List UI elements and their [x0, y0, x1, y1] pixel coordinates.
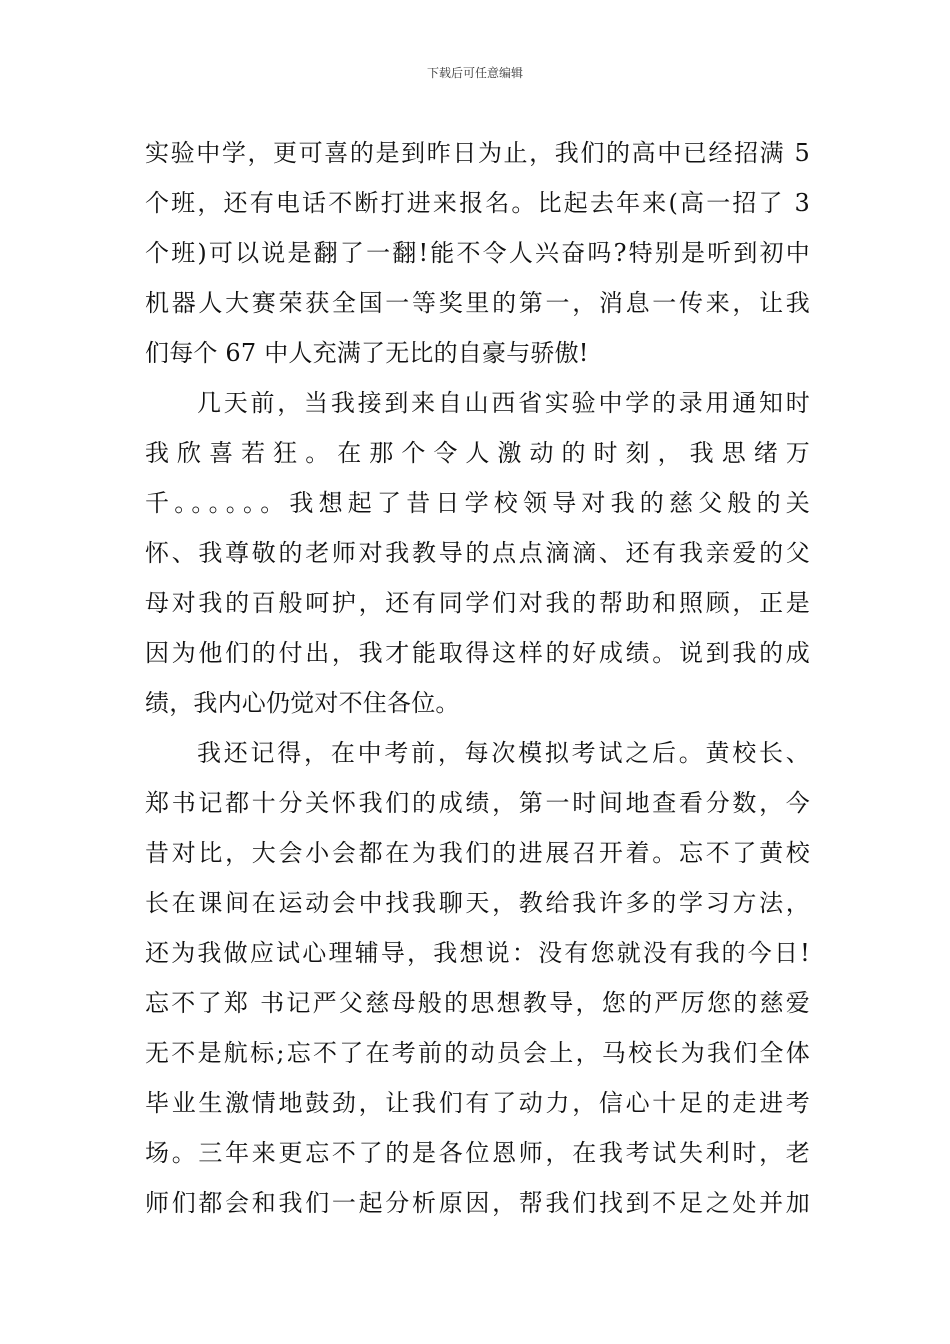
paragraph-3: [145, 728, 810, 1228]
text-line: 绩，我内心仍觉对不住各位。: [145, 689, 460, 717]
text-line: 怀、我尊敬的老师对我教导的点点滴滴、还有我亲爱的父: [145, 539, 810, 567]
text-line: 场。三年来更忘不了的是各位恩师，在我考试失利时，老: [145, 1139, 810, 1167]
text-line: 个班)可以说是翻了一翻!能不令人兴奋吗?特别是听到初中: [145, 239, 810, 267]
text-line: 无不是航标;忘不了在考前的动员会上，马校长为我们全体: [145, 1039, 810, 1067]
text-line: 因为他们的付出，我才能取得这样的好成绩。说到我的成: [145, 639, 810, 667]
page-header: 下载后可任意编辑: [426, 66, 523, 80]
document-body: [145, 128, 810, 1228]
text-line: 还为我做应试心理辅导，我想说：没有您就没有我的今日!: [145, 939, 810, 967]
text-line: 长在课间在运动会中找我聊天，教给我许多的学习方法，: [145, 889, 810, 917]
text-line: 个班，还有电话不断打进来报名。比起去年来(高一招了 3: [145, 189, 810, 217]
text-line: 郑书记都十分关怀我们的成绩，第一时间地查看分数，今: [145, 789, 810, 817]
text-line: 我还记得，在中考前，每次模拟考试之后。黄校长、: [197, 739, 810, 767]
text-line: 几天前，当我接到来自山西省实验中学的录用通知时: [197, 389, 810, 417]
paragraph-2: [145, 378, 810, 728]
text-line: 们每个 67 中人充满了无比的自豪与骄傲!: [145, 339, 589, 367]
text-line: 师们都会和我们一起分析原因，帮我们找到不足之处并加: [145, 1189, 810, 1217]
text-line: 昔对比，大会小会都在为我们的进展召开着。忘不了黄校: [145, 839, 810, 867]
text-line: 实验中学，更可喜的是到昨日为止，我们的高中已经招满 5: [145, 139, 810, 167]
text-line: 机器人大赛荣获全国一等奖里的第一，消息一传来，让我: [145, 289, 810, 317]
paragraph-1: [145, 128, 810, 378]
text-line: 忘不了郑 书记严父慈母般的思想教导，您的严厉您的慈爱: [145, 989, 810, 1017]
text-line: 千。。。。。。我想起了昔日学校领导对我的慈父般的关: [145, 489, 810, 517]
text-line: 我欣喜若狂。在那个令人激动的时刻，我思绪万: [145, 439, 810, 467]
text-line: 母对我的百般呵护，还有同学们对我的帮助和照顾，正是: [145, 589, 810, 617]
text-line: 毕业生激情地鼓劲，让我们有了动力，信心十足的走进考: [145, 1089, 810, 1117]
